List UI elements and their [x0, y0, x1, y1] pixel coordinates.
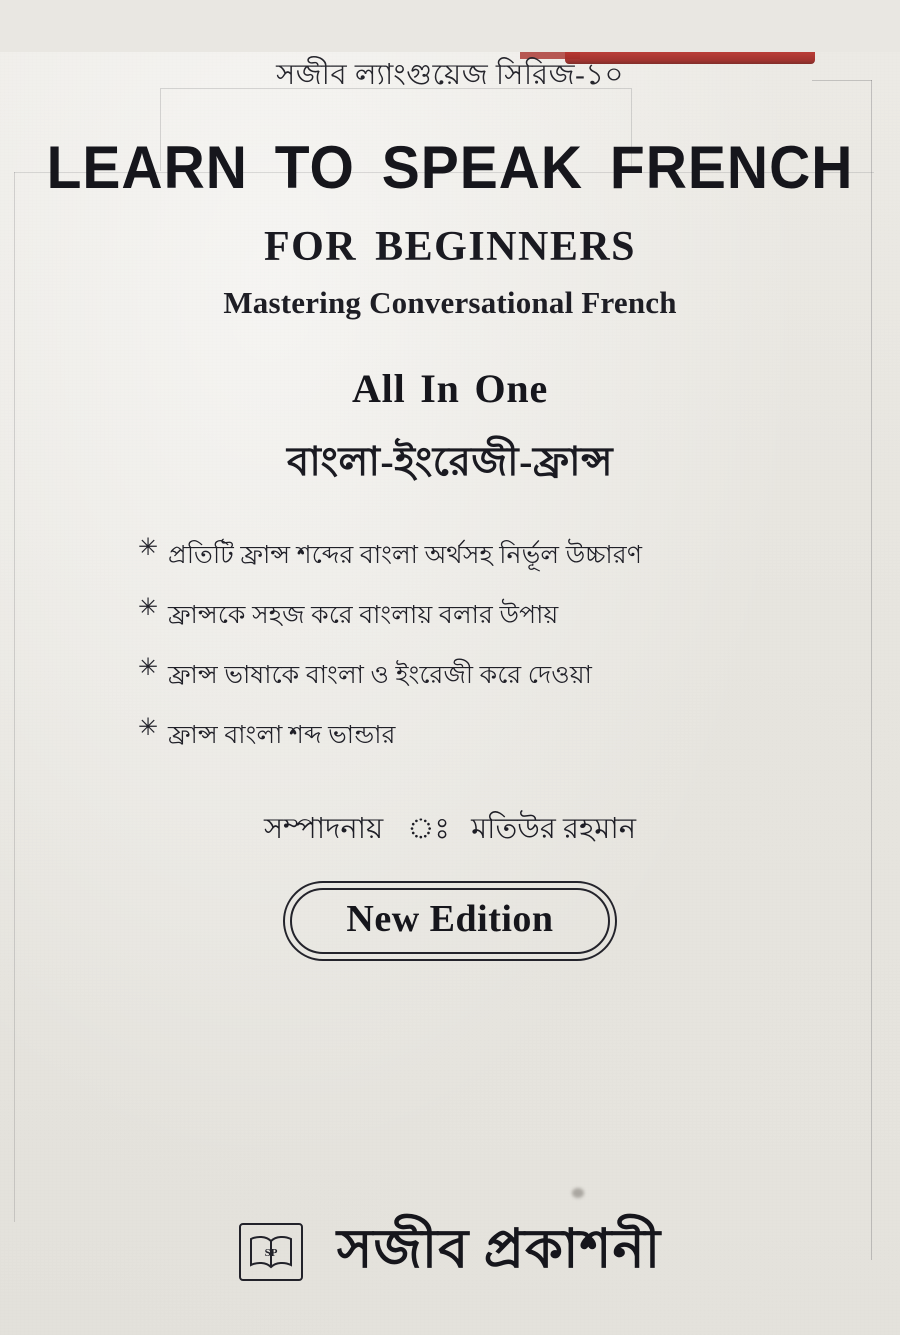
list-item	[138, 715, 900, 758]
open-book-logo-icon	[239, 1223, 303, 1281]
list-item-label: প্রতিটি ফ্রান্স শব্দের বাংলা অর্থসহ নির্ভূল উচ্চারণ	[168, 542, 643, 569]
asterisk-icon: ✳	[138, 715, 159, 741]
all-in-one-heading: All In One	[351, 366, 549, 411]
feature-list	[0, 535, 900, 758]
page-title: LEARN TO SPEAK FRENCH	[46, 134, 854, 202]
list-item	[138, 595, 900, 638]
asterisk-icon: ✳	[138, 595, 159, 621]
publisher-name: সজীব প্রকাশনী	[336, 1219, 662, 1279]
tagline: Mastering Conversational French	[223, 285, 677, 320]
status-badge: New Edition	[290, 888, 609, 954]
list-item-label: ফ্রান্সকে সহজ করে বাংলায় বলার উপায়	[168, 602, 559, 629]
asterisk-icon: ✳	[138, 535, 159, 561]
languages-heading: বাংলা-ইংরেজী-ফ্রান্স	[286, 439, 614, 484]
bleed-through-text	[725, 1012, 730, 1029]
editor-name: মতিউর রহমান	[471, 813, 637, 845]
series-line: সজীব ল্যাংগুয়েজ সিরিজ-১০	[276, 59, 624, 91]
list-item	[138, 655, 900, 698]
asterisk-icon: ✳	[138, 655, 159, 681]
list-item-label: ফ্রান্স ভাষাকে বাংলা ও ইংরেজী করে দেওয়া	[168, 662, 593, 689]
edition-badge-outer-border	[283, 881, 616, 961]
subtitle: FOR BEGINNERS	[263, 224, 637, 270]
paper-smudge	[572, 1188, 584, 1198]
publisher-row	[0, 1207, 900, 1297]
list-item-label: ফ্রান্স বাংলা শব্দ ভান্ডার	[168, 722, 396, 749]
editor-credit	[0, 806, 900, 855]
book-cover-page	[0, 52, 900, 1335]
editor-label: সম্পাদনায়	[263, 813, 384, 845]
svg-text:SP: SP	[264, 1247, 278, 1259]
cover-content	[0, 52, 900, 961]
edition-badge-wrapper	[0, 881, 900, 961]
list-item	[138, 535, 900, 578]
